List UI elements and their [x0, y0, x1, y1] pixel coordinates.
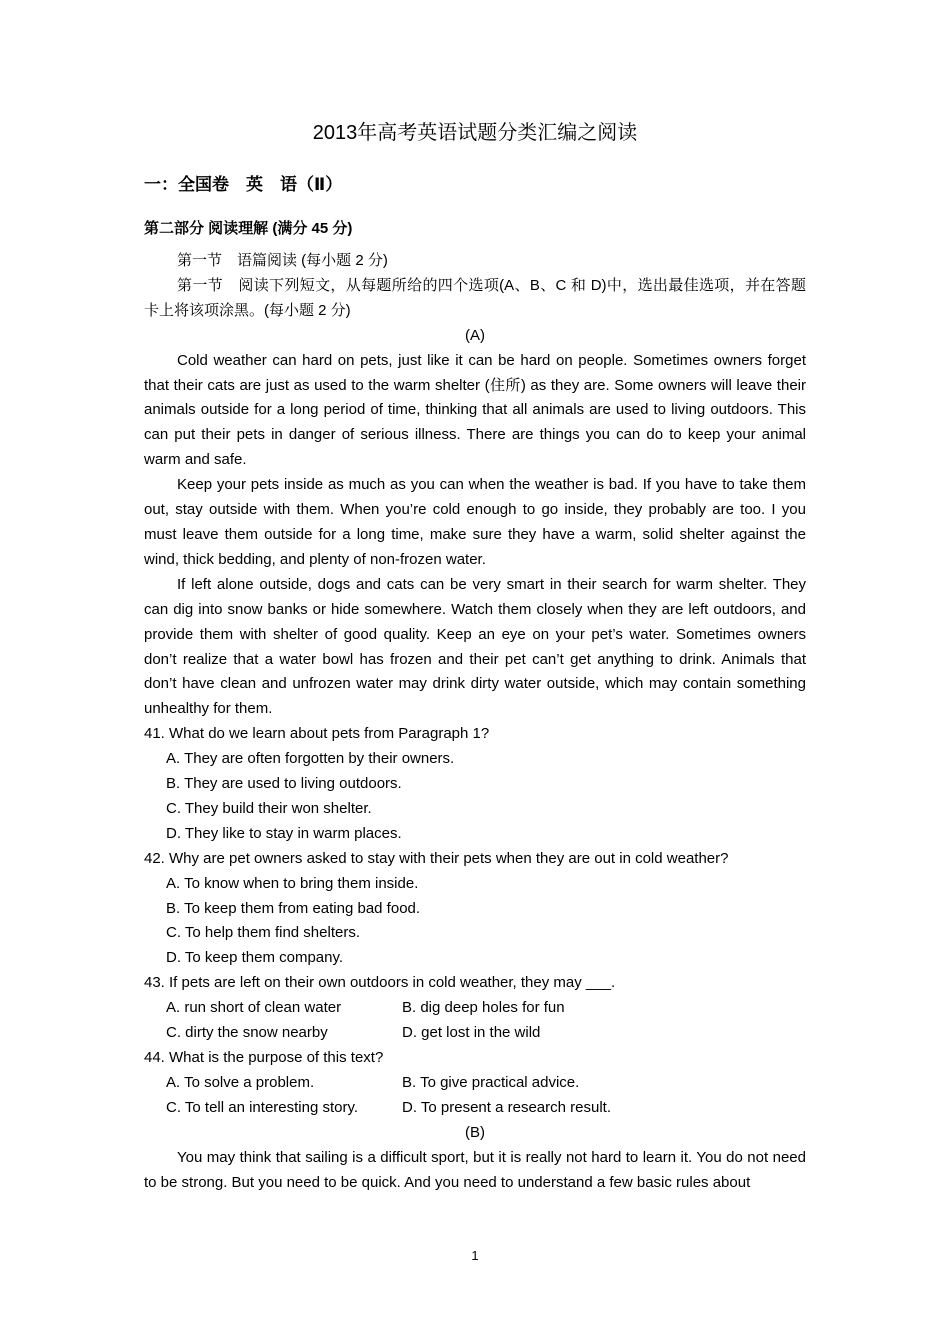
question-stem: 43. If pets are left on their own outdoors in cold weather, they may ___.: [144, 974, 616, 992]
question-stem: 41. What do we learn about pets from Paragraph 1?: [144, 725, 490, 743]
option-d: D. They like to stay in warm places.: [166, 824, 402, 842]
option-b: B. dig deep holes for fun: [402, 999, 565, 1017]
passage-b-label: (B): [465, 1123, 485, 1141]
passage-a-paragraph-3: If left alone outside, dogs and cats can be very smart in their search for warm shelter. They can dig into snow banks or hide somewhere. Watch them closely when they are left outdoors, and provide them with shelter of good quality. Keep an eye on your pet’s water. Sometimes owners don’t realize that a water bowl has frozen and their pet can’t get anything to drink. Animals that don’t have clean and unfrozen water may drink dirty water outside, which may contain something unhealthy for them.: [144, 575, 806, 718]
question-42: [144, 847, 806, 972]
instruction-1: 第一节 语篇阅读 (每小题 2 分): [177, 252, 388, 269]
page-content: [144, 118, 806, 1195]
option-a: A. To know when to bring them inside.: [166, 874, 419, 892]
option-row: [144, 1096, 806, 1121]
option-d: D. get lost in the wild: [402, 1024, 541, 1042]
passage-a-paragraph-2: Keep your pets inside as much as you can when the weather is bad. If you have to take them out, stay outside with them. When you’re cold enough to go inside, they probably are too. I you must leave them outside for a long time, make sure they have a warm, solid shelter against the wind, thick bedding, and plenty of non-frozen water.: [144, 476, 806, 568]
document-title: 2013年高考英语试题分类汇编之阅读: [312, 122, 638, 144]
passage-b-paragraph-1: You may think that sailing is a difficult sport, but it is really not hard to learn it. You do not need to be strong. But you need to be quick. And you need to understand a few basic rules about: [144, 1148, 806, 1191]
instruction-2: 第一节 阅读下列短文，从每题所给的四个选项(A、B、C 和 D)中，选出最佳选项，并在答题卡上将该项涂黑。(每小题 2 分): [144, 276, 806, 319]
option-c: C. dirty the snow nearby: [166, 1024, 328, 1042]
option-b: B. They are used to living outdoors.: [166, 775, 402, 793]
option-b: B. To give practical advice.: [402, 1073, 580, 1091]
option-d: D. To keep them company.: [166, 949, 344, 967]
question-stem: 42. Why are pet owners asked to stay with their pets when they are out in cold weather?: [144, 849, 729, 867]
option-row: [144, 1021, 806, 1046]
section-heading: 一：全国卷 英 语（Ⅱ）: [144, 175, 343, 194]
option-a: A. They are often forgotten by their owners.: [166, 750, 455, 768]
option-row: [144, 1071, 806, 1096]
passage-a-paragraph-1: Cold weather can hard on pets, just like it can be hard on people. Sometimes owners forget that their cats are just as used to the warm shelter (住所) as they are. Some owners will leave their animals outside for a long period of time, thinking that all animals are used to living outdoors. This can put their pets in danger of serious illness. There are things you can do to keep your animal warm and safe.: [144, 351, 806, 469]
option-c: C. To tell an interesting story.: [166, 1098, 359, 1116]
question-stem: 44. What is the purpose of this text?: [144, 1049, 384, 1066]
question-41: [144, 722, 806, 847]
option-b: B. To keep them from eating bad food.: [166, 899, 421, 917]
part-heading: 第二部分 阅读理解 (满分 45 分): [144, 220, 353, 237]
option-d: D. To present a research result.: [402, 1098, 611, 1116]
option-a: A. run short of clean water: [166, 999, 342, 1017]
passage-a-label: (A): [465, 326, 485, 344]
question-43: [144, 971, 806, 1046]
option-c: C. To help them find shelters.: [166, 924, 360, 942]
option-c: C. They build their won shelter.: [166, 799, 372, 817]
page-number: 1: [471, 1248, 479, 1263]
option-a: A. To solve a problem.: [166, 1073, 315, 1091]
option-row: [144, 996, 806, 1021]
question-44: [144, 1046, 806, 1121]
